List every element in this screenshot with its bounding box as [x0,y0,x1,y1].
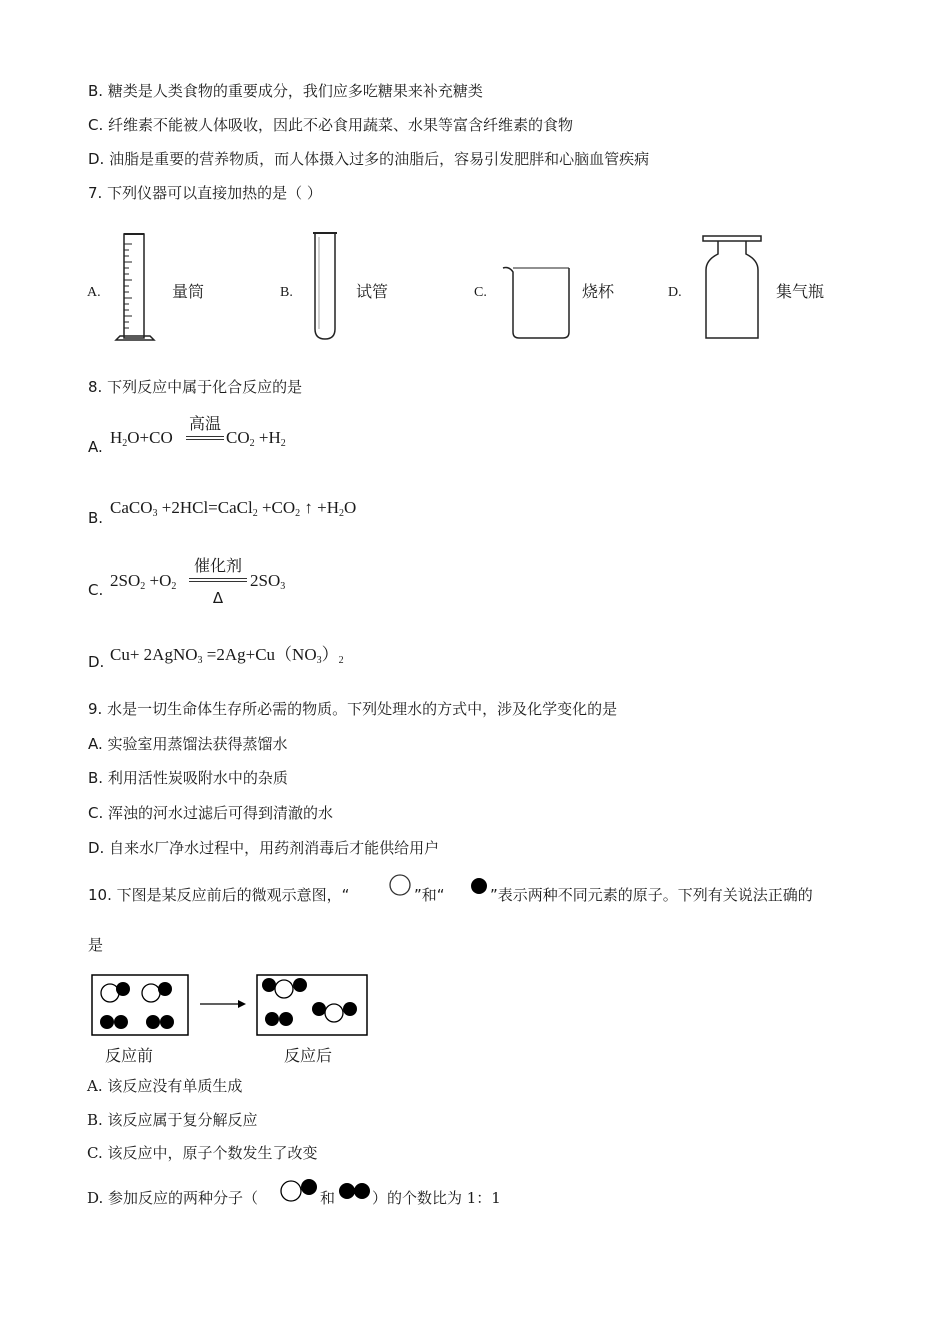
q8-equation-c-left: $2SO_2 +O_2$ [110,571,177,592]
reaction-before-box [91,974,189,1036]
white-atom-icon [388,873,412,897]
reaction-after-box [256,974,368,1036]
q7-option-a-letter: A. [87,285,101,300]
q8-option-c-letter: C. [88,581,104,599]
q8-equation-b: CaCO$_3$ +2HCl=CaCl$_2$ $+CO_2$ ↑ $+H_2O$ [110,498,357,519]
q10-stem-line2: 是 [88,936,104,954]
beaker-icon [501,264,575,342]
test-tube-icon [310,231,340,343]
q8-equation-d: Cu+ 2AgNO$_3$ $=2Ag+Cu(NO_3)_2$ [110,645,344,666]
q10-option-d-and: 和 [320,1189,336,1207]
graduated-cylinder-icon [110,232,162,344]
q8-equation-c-right: $2SO_3$ [250,571,286,592]
q10-stem-part2: ”和“ [414,886,445,904]
q7-option-b-letter: B. [280,285,293,300]
q9-option-d: D. 自来水厂净水过程中，用药剂消毒后才能供给用户 [88,839,440,857]
q8-equation-a-right: $CO_2 +H_2$ [226,428,286,449]
q8-condition-catalyst: 催化剂 [193,556,242,575]
reaction-arrow-icon [200,998,246,1010]
q6-option-b: B. 糖类是人类食物的重要成分，我们应多吃糖果来补充糖类 [88,82,483,100]
black-black-molecule-icon [338,1181,372,1201]
q9-option-b: B. 利用活性炭吸附水中的杂质 [88,769,288,787]
q6-option-c: C. 纤维素不能被人体吸收，因此不必食用蔬菜、水果等富含纤维素的食物 [88,116,574,134]
q6-option-d: D. 油脂是重要的营养物质，而人体摄入过多的油脂后，容易引发肥胖和心脑血管疾病 [88,150,650,168]
q10-option-a: A. 该反应没有单质生成 [87,1077,243,1095]
q10-stem-part1: 10. 下图是某反应前后的微观示意图，“ [88,886,350,904]
q8-equals-sign-a [186,436,224,440]
q10-option-b: B. 该反应属于复分解反应 [87,1111,258,1129]
q8-condition-heat: Δ [212,589,224,607]
q9-stem: 9. 水是一切生命体生存所必需的物质。下列处理水的方式中，涉及化学变化的是 [88,700,618,718]
q8-stem: 8. 下列反应中属于化合反应的是 [88,378,303,396]
gas-jar-icon [700,234,764,342]
q7-option-d-letter: D. [668,285,682,300]
q8-equation-a-left: $H_2O+CO$ [110,428,173,449]
q8-option-b-letter: B. [88,509,104,527]
q7-option-a-label: 量筒 [172,282,205,301]
q8-condition-high-temp: 高温 [188,414,221,433]
q10-option-d-part2: ）的个数比为 1：1 [372,1189,501,1207]
q8-option-d-letter: D. [88,653,105,671]
q10-option-c: C. 该反应中，原子个数发生了改变 [87,1144,318,1162]
reaction-before-label: 反应前 [105,1046,154,1065]
q8-equals-sign-c [189,578,247,582]
reaction-after-label: 反应后 [284,1046,333,1065]
q9-option-c: C. 浑浊的河水过滤后可得到清澈的水 [88,804,334,822]
q7-option-b-label: 试管 [356,282,389,301]
q9-option-a: A. 实验室用蒸馏法获得蒸馏水 [88,735,288,753]
black-atom-icon [470,877,488,895]
q7-option-c-letter: C. [474,285,487,300]
q8-option-a-letter: A. [88,438,103,456]
q7-option-d-label: 集气瓶 [776,282,825,301]
q7-stem: 7. 下列仪器可以直接加热的是（ ） [88,184,322,202]
white-black-molecule-icon [279,1177,321,1203]
q10-stem-part3: ”表示两种不同元素的原子。下列有关说法正确的 [490,886,813,904]
q7-option-c-label: 烧杯 [582,282,615,301]
q10-option-d-part1: D. 参加反应的两种分子（ [87,1189,259,1207]
